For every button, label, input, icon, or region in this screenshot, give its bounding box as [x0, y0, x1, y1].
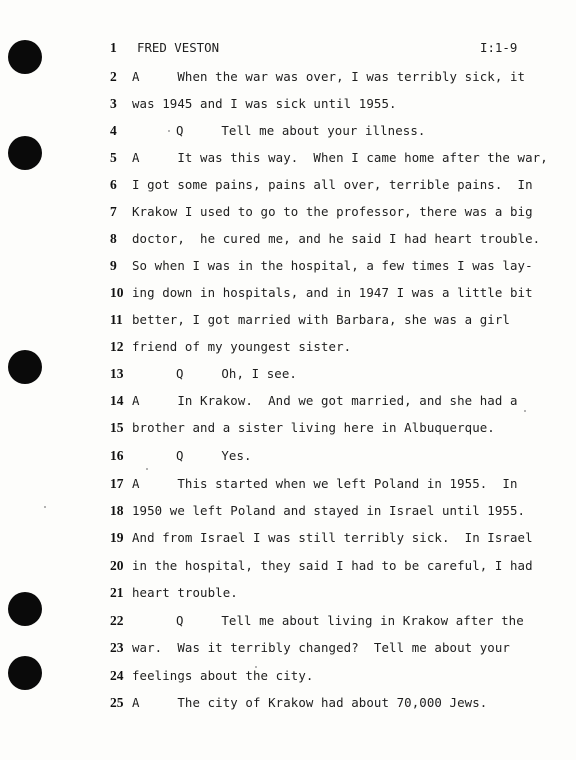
line-text: So when I was in the hospital, a few times I was lay-	[132, 258, 533, 273]
paper-speck	[44, 506, 46, 508]
transcript-line	[0, 148, 576, 168]
line-text: I got some pains, pains all over, terrible pains. In	[132, 177, 533, 192]
transcript-line	[0, 446, 576, 466]
page-reference: I:1-9	[480, 40, 518, 55]
transcript-line	[0, 528, 576, 548]
transcript-line	[0, 337, 576, 357]
transcript-line	[0, 583, 576, 603]
line-text: was 1945 and I was sick until 1955.	[132, 96, 397, 111]
transcript-line	[0, 418, 576, 438]
line-number: 3	[110, 96, 117, 111]
line-number: 2	[110, 69, 117, 84]
narrator-name: FRED VESTON	[137, 40, 220, 55]
transcript-line	[0, 638, 576, 658]
line-number: 4	[110, 123, 117, 138]
line-number: 10	[110, 285, 124, 300]
transcript-line	[0, 38, 576, 58]
line-text: Q Tell me about your illness.	[176, 123, 426, 138]
line-text: A The city of Krakow had about 70,000 Jews.	[132, 695, 488, 710]
transcript-line	[0, 67, 576, 87]
line-text: brother and a sister living here in Albuquerque.	[132, 420, 495, 435]
transcript-line	[0, 121, 576, 141]
line-text: friend of my youngest sister.	[132, 339, 352, 354]
line-number: 24	[110, 668, 124, 683]
transcript-line	[0, 364, 576, 384]
paper-speck	[255, 666, 257, 668]
line-text: Q Tell me about living in Krakow after the	[176, 613, 524, 628]
line-number: 1	[110, 40, 117, 55]
line-number: 16	[110, 448, 124, 463]
line-number: 5	[110, 150, 117, 165]
line-number: 8	[110, 231, 117, 246]
transcript-line	[0, 202, 576, 222]
transcript-line	[0, 501, 576, 521]
line-number: 23	[110, 640, 124, 655]
line-text: war. Was it terribly changed? Tell me about your	[132, 640, 510, 655]
transcript-line	[0, 474, 576, 494]
line-text: ing down in hospitals, and in 1947 I was a little bit	[132, 285, 533, 300]
line-text: 1950 we left Poland and stayed in Israel until 1955.	[132, 503, 526, 518]
line-text: A It was this way. When I came home after the war,	[132, 150, 548, 165]
transcript-line	[0, 391, 576, 411]
transcript-line	[0, 229, 576, 249]
line-number: 12	[110, 339, 124, 354]
line-number: 21	[110, 585, 124, 600]
paper-speck	[146, 468, 148, 470]
line-text: Q Oh, I see.	[176, 366, 297, 381]
line-text: A When the war was over, I was terribly sick, it	[132, 69, 526, 84]
line-number: 14	[110, 393, 124, 408]
line-number: 25	[110, 695, 124, 710]
line-number: 6	[110, 177, 117, 192]
transcript-line	[0, 175, 576, 195]
transcript-line	[0, 666, 576, 686]
line-number: 19	[110, 530, 124, 545]
line-text: in the hospital, they said I had to be careful, I had	[132, 558, 533, 573]
line-number: 15	[110, 420, 124, 435]
paper-speck	[168, 130, 170, 132]
line-number: 7	[110, 204, 117, 219]
line-number: 22	[110, 613, 124, 628]
line-number: 18	[110, 503, 124, 518]
line-number: 13	[110, 366, 124, 381]
paper-speck	[524, 410, 526, 412]
line-text: doctor, he cured me, and he said I had heart trouble.	[132, 231, 541, 246]
line-text: better, I got married with Barbara, she was a girl	[132, 312, 510, 327]
line-text: Q Yes.	[176, 448, 252, 463]
transcript-line	[0, 556, 576, 576]
line-text: A In Krakow. And we got married, and she had a	[132, 393, 518, 408]
line-text: A This started when we left Poland in 1955. In	[132, 476, 518, 491]
line-text: heart trouble.	[132, 585, 238, 600]
line-number: 20	[110, 558, 124, 573]
transcript-line	[0, 310, 576, 330]
transcript-line	[0, 94, 576, 114]
line-number: 11	[110, 312, 123, 327]
transcript-line	[0, 693, 576, 713]
line-number: 17	[110, 476, 124, 491]
line-text: feelings about the city.	[132, 668, 314, 683]
line-text: Krakow I used to go to the professor, there was a big	[132, 204, 533, 219]
transcript-line	[0, 283, 576, 303]
line-number: 9	[110, 258, 117, 273]
line-text: And from Israel I was still terribly sick. In Israel	[132, 530, 533, 545]
transcript-line	[0, 256, 576, 276]
transcript-line	[0, 611, 576, 631]
